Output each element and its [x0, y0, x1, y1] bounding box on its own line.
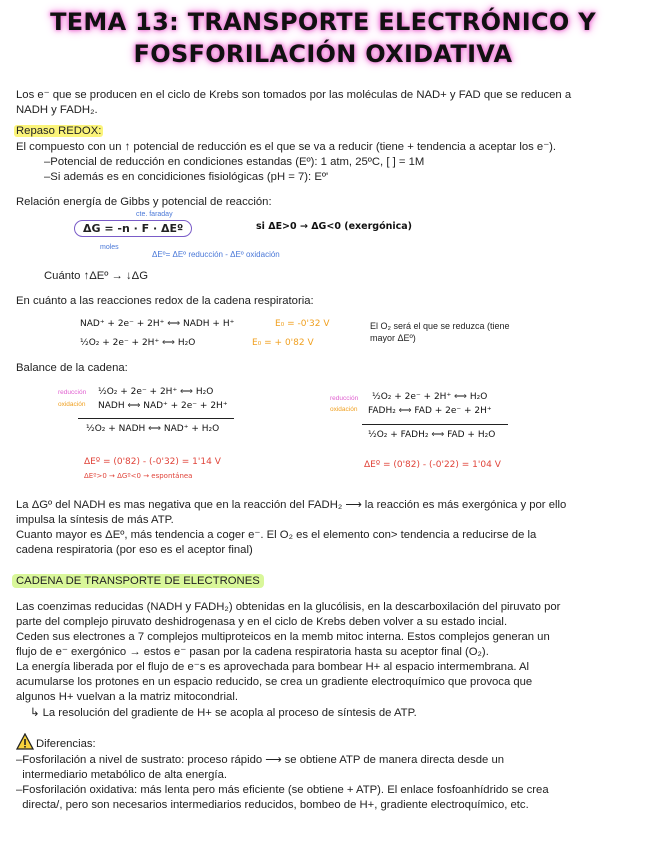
balance-right-label-red: reducción [330, 395, 359, 402]
redox-eq2-potential: E₀ = + 0'82 V [252, 338, 314, 348]
page-title-line1: TEMA 13: TRANSPORTE ELECTRÓNICO Y [50, 8, 596, 36]
gibbs-heading: Relación energía de Gibbs y potencial de reacción: [16, 196, 272, 208]
balance-right-label-ox: oxidación [330, 406, 358, 413]
intro-line2: NADH y FADH₂. [16, 104, 98, 116]
warning-icon [16, 733, 34, 751]
cte-line: La energía liberada por el flujo de e⁻s es aprovechada para bombear H+ al espacio intermembrana. Al [16, 661, 530, 673]
redox-eq1-potential: E₀ = -0'32 V [275, 319, 330, 329]
balance-left-eq2: NADH ⟺ NAD⁺ + 2e⁻ + 2H⁺ [98, 401, 228, 411]
diferencias-heading: Diferencias: [36, 738, 96, 750]
comparison-line3: Cuanto mayor es ΔEº, más tendencia a coger e⁻. El O₂ es el elemento con> tendencia a reducirse de la [16, 529, 537, 541]
delta-e-definition: ΔEº= ΔEº reducción - ΔEº oxidación [152, 250, 280, 259]
redox-note: El O₂ será el que se reduzca (tiene mayor ΔEº) [370, 321, 510, 343]
repaso-line2: –Potencial de reducción en condiciones estandas (Eº): 1 atm, 25ºC, [ ] = 1M [44, 156, 425, 168]
diferencias-line: –Fosforilación a nivel de sustrato: proceso rápido ⟶ se obtiene ATP de manera directa desde un [16, 754, 505, 766]
balance-right-sum: ½O₂ + FADH₂ ⟺ FAD + H₂O [368, 430, 496, 440]
diferencias-line: –Fosforilación oxidativa: más lenta pero más eficiente (se obtiene + ATP). El enlace fosfoanhídrido se crea [16, 784, 549, 796]
gibbs-cuanto: Cuánto ↑ΔEº → ↓ΔG [44, 270, 148, 282]
cte-line: Ceden sus electrones a 7 complejos multiproteicos en la memb mitoc interna. Estos complejos generan un [16, 631, 550, 643]
balance-left-sum: ½O₂ + NADH ⟺ NAD⁺ + H₂O [86, 424, 220, 434]
intro-line1: Los e⁻ que se producen en el ciclo de Krebs son tomados por las moléculas de NAD+ y FAD que se reducen a [16, 89, 572, 101]
balance-heading: Balance de la cadena: [16, 362, 128, 374]
repaso-heading: Repaso REDOX: [16, 125, 102, 137]
redox-heading: En cuánto a las reacciones redox de la cadena respiratoria: [16, 295, 314, 307]
balance-left-label-ox: oxidación [58, 401, 86, 408]
gibbs-condition: si ΔE>0 → ΔG<0 (exergónica) [256, 221, 413, 232]
repaso-line1: El compuesto con un ↑ potencial de reducción es el que se va a reducir (tiene + tendencia a aceptar los e⁻). [16, 141, 557, 153]
cte-line: parte del complejo piruvato deshidrogenasa y en el ciclo de Krebs deben volver a su estado incial. [16, 616, 508, 628]
comparison-line4: cadena respiratoria (por eso es el aceptor final) [16, 544, 253, 556]
comparison-line1: La ΔGº del NADH es mas negativa que en la reacción del FADH₂ ⟶ la reacción es más exergónica y por ello [16, 499, 567, 511]
cte-line: flujo de e⁻ exergónico → estos e⁻ pasan por la cadena respiratoria hasta su aceptor final (O₂). [16, 646, 489, 658]
balance-left-divider [78, 418, 234, 419]
redox-eq1: NAD⁺ + 2e⁻ + 2H⁺ ⟺ NADH + H⁺ [80, 319, 235, 329]
comparison-line2: impulsa la síntesis de más ATP. [16, 514, 174, 526]
cte-faraday-label: cte. faraday [136, 211, 173, 218]
balance-left-result2: ΔEº>0 → ΔGº<0 → espontánea [84, 472, 193, 480]
cte-line: algunos H+ vuelvan a la matriz mitocondrial. [16, 691, 238, 703]
page-title-line2: FOSFORILACIÓN OXIDATIVA [133, 40, 513, 68]
diferencias-line: directa/, pero son necesarios intermediarios reducidos, bombeo de H+, gradiente electroquímico, etc. [16, 799, 529, 811]
balance-right-eq1: ½O₂ + 2e⁻ + 2H⁺ ⟺ H₂O [372, 392, 488, 402]
balance-right-result: ΔEº = (0'82) - (-0'22) = 1'04 V [364, 460, 501, 470]
balance-left-eq1: ½O₂ + 2e⁻ + 2H⁺ ⟺ H₂O [98, 387, 214, 397]
redox-eq2: ½O₂ + 2e⁻ + 2H⁺ ⟺ H₂O [80, 338, 196, 348]
balance-right-eq2: FADH₂ ⟺ FAD + 2e⁻ + 2H⁺ [368, 406, 492, 416]
balance-left-result: ΔEº = (0'82) - (-0'32) = 1'14 V [84, 457, 221, 467]
repaso-line3: –Si además es en concidiciones fisiológicas (pH = 7): Eº' [44, 171, 329, 183]
gibbs-formula: ΔG = -n · F · ΔEº [74, 220, 192, 237]
balance-left-label-red: reducción [58, 389, 87, 396]
cte-heading: CADENA DE TRANSPORTE DE ELECTRONES [12, 574, 264, 589]
diferencias-line: intermediario metabólico de alta energía. [16, 769, 227, 781]
moles-label: moles [100, 244, 119, 251]
cte-arrow-line: ↳ La resolución del gradiente de H+ se acopla al proceso de síntesis de ATP. [30, 707, 417, 719]
cte-line: Las coenzimas reducidas (NADH y FADH₂) obtenidas en la glucólisis, en la descarboxilación del piruvato por [16, 601, 561, 613]
balance-right-divider [362, 424, 508, 425]
cte-line: acumularse los protones en un espacio reducido, se crea un gradiente electroquímico que provoca que [16, 676, 533, 688]
